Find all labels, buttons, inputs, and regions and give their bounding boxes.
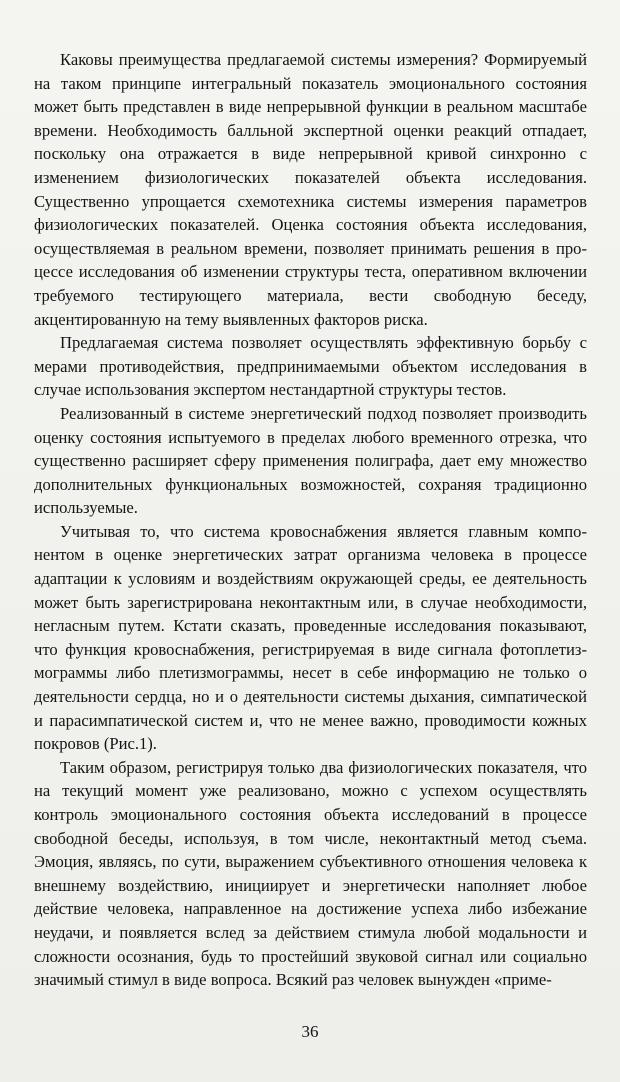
body-text — [34, 48, 587, 992]
paragraph-5: Таким образом, регистрируя только два физиологических показателя, что на текущий момент уже реализовано, можно с успехом осуществлять контроль эмоционального состояния объекта исследований в процессе свободной беседы, используя, в том числе, неконтактный метод съема. Эмоция, являясь, по сути, выражением субъективного отношения человека к внешнему воздействию, инициирует и энергетически наполняет любое действие человека, направленное на достижение успеха либо избежание неудачи, и появляется вслед за действием стимула любой модальности и сложности осознания, будь то простейший звуковой сигнал или социально значимый стимул в виде вопроса. Всякий раз человек вынужден «приме- — [34, 757, 587, 990]
page-number: 36 — [301, 1022, 319, 1041]
paragraph-1: Каковы преимущества предлагаемой системы измерения? Формируемый на таком принципе интегральный показатель эмоционального состояния может быть представлен в виде непрерывной функции в реальном масштабе времени. Необходимость балльной экспертной оценки реакций отпадает, поскольку она отражается в виде непрерывной кривой синхронно с изменением физиологических показателей объекта исследования. Существенно упрощается схемотехника системы измерения параметров физиологических показателей. Оценка состояния объекта исследования, осуществляемая в реальном времени, позволяет принимать решения в процессе исследования об изменении структуры теста, оперативном включении требуемого тестирующего материала, вести свободную беседу, акцентированную на тему выявленных факторов риска. — [34, 50, 587, 329]
paragraph-3: Реализованный в системе энергетический подход позволяет производить оценку состояния испытуемого в пределах любого временного отрезка, что существенно расширяет сферу применения полиграфа, дает ему множество дополнительных функциональных возможностей, сохраняя традиционно используемые. — [34, 403, 587, 518]
paragraph-2: Предлагаемая система позволяет осуществлять эффективную борьбу с мерами противодействия, предпринимаемыми объектом исследования в случае использования экспертом нестандартной структуры тестов. — [34, 333, 587, 400]
paragraph-4: Учитывая то, что система кровоснабжения является главным компонентом в оценке энергетических затрат организма человека в процессе адаптации к условиям и воздействиям окружающей среды, ее деятельность может быть зарегистрирована неконтактным или, в случае необходимости, негласным путем. Кстати сказать, проведенные исследования показывают, что функция кровоснабжения, регистрируемая в виде сигнала фотоплетизмограммы либо плетизмограммы, несет в себе информацию не только о деятельности сердца, но и о деятельности системы дыхания, симпатической и парасимпатической систем и, что не менее важно, проводимости кожных покровов (Рис.1). — [34, 521, 587, 754]
